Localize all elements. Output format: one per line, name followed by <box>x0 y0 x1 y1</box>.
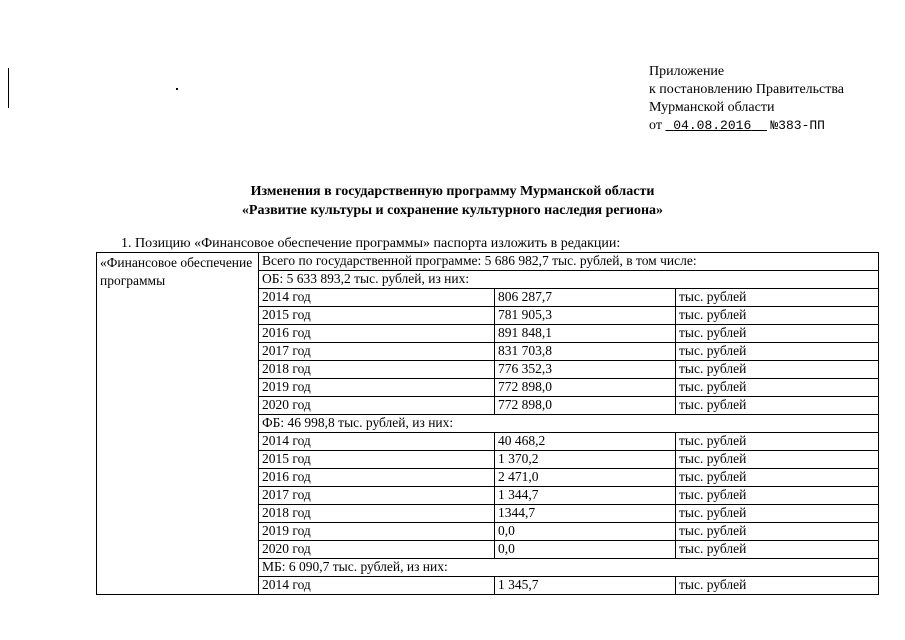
scan-dot <box>176 88 178 90</box>
title-line-1: Изменения в государственную программу Мурманской области <box>250 184 655 199</box>
amount-cell: 1 344,7 <box>495 487 676 505</box>
total-cell: Всего по государственной программе: 5 686 982,7 тыс. рублей, в том числе: <box>259 253 879 271</box>
section-header-cell: МБ: 6 090,7 тыс. рублей, из них: <box>259 559 879 577</box>
year-cell: 2019 год <box>259 379 495 397</box>
amount-cell: 772 898,0 <box>495 379 676 397</box>
year-cell: 2020 год <box>259 541 495 559</box>
position-label-cell: «Финансовое обеспечение программы <box>97 253 259 595</box>
amount-cell: 1 345,7 <box>495 577 676 595</box>
unit-cell: тыс. рублей <box>676 487 879 505</box>
unit-cell: тыс. рублей <box>676 289 879 307</box>
unit-cell: тыс. рублей <box>676 397 879 415</box>
year-cell: 2019 год <box>259 523 495 541</box>
unit-cell: тыс. рублей <box>676 325 879 343</box>
appendix-line-3: Мурманской области <box>649 100 775 115</box>
scan-edge-mark <box>8 68 9 108</box>
year-cell: 2016 год <box>259 469 495 487</box>
unit-cell: тыс. рублей <box>676 451 879 469</box>
amount-cell: 806 287,7 <box>495 289 676 307</box>
financing-table-body <box>97 253 879 595</box>
appendix-line-1: Приложение <box>649 64 725 79</box>
amount-cell: 781 905,3 <box>495 307 676 325</box>
document-date <box>665 118 766 133</box>
year-cell: 2014 год <box>259 433 495 451</box>
amount-cell: 0,0 <box>495 541 676 559</box>
year-cell: 2018 год <box>259 361 495 379</box>
year-cell: 2016 год <box>259 325 495 343</box>
unit-cell: тыс. рублей <box>676 523 879 541</box>
appendix-block <box>649 63 844 135</box>
year-cell: 2017 год <box>259 487 495 505</box>
year-cell: 2014 год <box>259 577 495 595</box>
financing-table <box>96 252 879 595</box>
amount-cell: 776 352,3 <box>495 361 676 379</box>
unit-cell: тыс. рублей <box>676 433 879 451</box>
unit-cell: тыс. рублей <box>676 307 879 325</box>
year-cell: 2020 год <box>259 397 495 415</box>
document-number: №383-ПП <box>770 118 825 133</box>
unit-cell: тыс. рублей <box>676 469 879 487</box>
date-value: 04.08.2016 <box>673 118 752 133</box>
document-title <box>0 182 905 220</box>
year-cell: 2015 год <box>259 451 495 469</box>
year-cell: 2014 год <box>259 289 495 307</box>
year-cell: 2015 год <box>259 307 495 325</box>
amount-cell: 0,0 <box>495 523 676 541</box>
year-cell: 2017 год <box>259 343 495 361</box>
amount-cell: 40 468,2 <box>495 433 676 451</box>
amount-cell: 831 703,8 <box>495 343 676 361</box>
unit-cell: тыс. рублей <box>676 343 879 361</box>
point-1-text: 1. Позицию «Финансовое обеспечение программы» паспорта изложить в редакции: <box>121 236 621 251</box>
unit-cell: тыс. рублей <box>676 577 879 595</box>
section-header-cell: ФБ: 46 998,8 тыс. рублей, из них: <box>259 415 879 433</box>
unit-cell: тыс. рублей <box>676 379 879 397</box>
amount-cell: 1344,7 <box>495 505 676 523</box>
appendix-date-line <box>649 117 844 135</box>
section-header-cell: ОБ: 5 633 893,2 тыс. рублей, из них: <box>259 271 879 289</box>
appendix-line-2: к постановлению Правительства <box>649 82 845 97</box>
amount-cell: 772 898,0 <box>495 397 676 415</box>
amount-cell: 1 370,2 <box>495 451 676 469</box>
table-row-total <box>97 253 879 271</box>
unit-cell: тыс. рублей <box>676 505 879 523</box>
amount-cell: 2 471,0 <box>495 469 676 487</box>
from-label: от <box>649 118 662 133</box>
title-line-2: «Развитие культуры и сохранение культурного наследия региона» <box>241 203 664 218</box>
year-cell: 2018 год <box>259 505 495 523</box>
unit-cell: тыс. рублей <box>676 361 879 379</box>
unit-cell: тыс. рублей <box>676 541 879 559</box>
amount-cell: 891 848,1 <box>495 325 676 343</box>
